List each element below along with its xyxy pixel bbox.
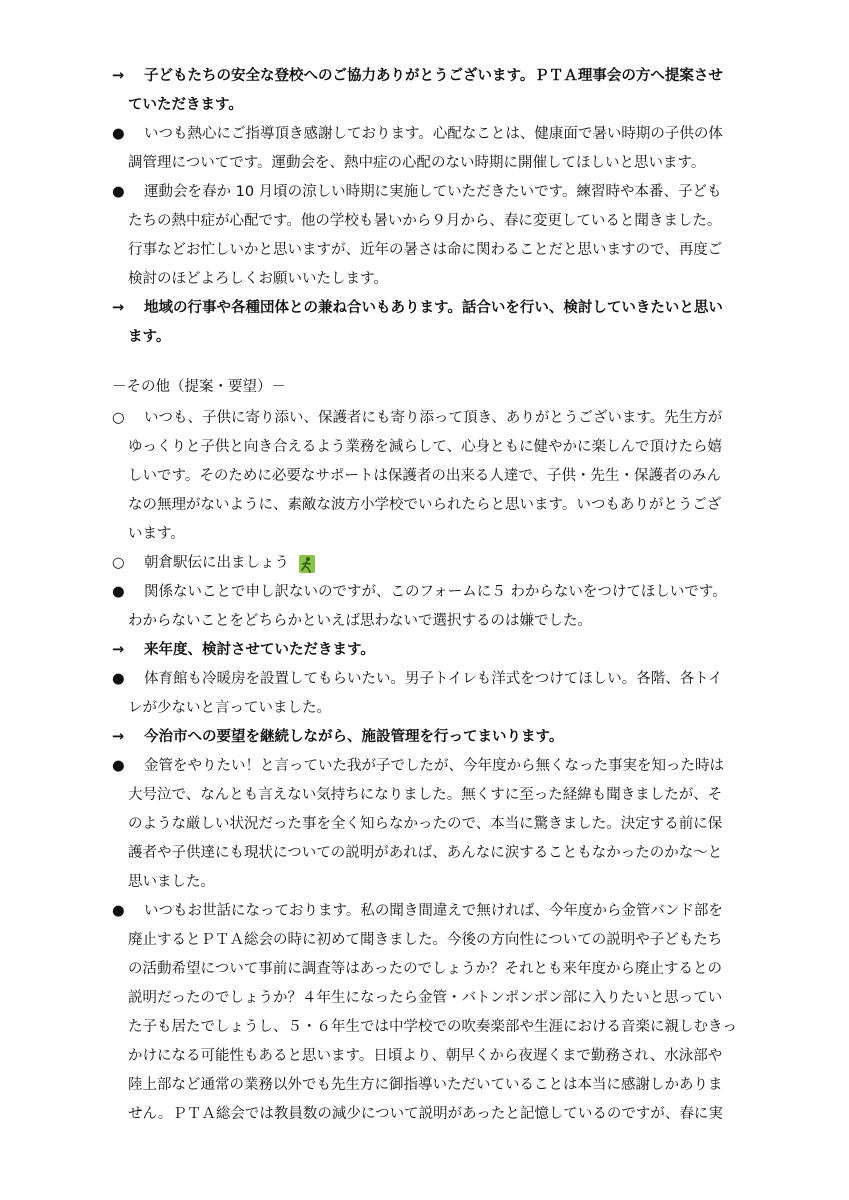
text-line: 大号泣で、なんとも言えない気持ちになりました。無くすに至った経緯も聞きましたが、そ [128,787,723,803]
section-heading: －その他（提案・要望）－ [112,379,286,395]
text-line: 体育館も冷暖房を設置してもらいたい。男子トイレも洋式をつけてほしい。各階、各トイ [144,671,723,687]
text-line: 検討のほどよろしくお願いいたします。 [128,271,388,287]
text-line: ゆっくりと子供と向き合えるよう業務を減らして、心身ともに健やかに楽しんで頂けたら嬉 [128,439,723,455]
text-line: た子も居たでしょうし、５・６年生では中学校での吹奏楽部や生涯における音楽に親しむきっ [128,1019,737,1035]
text-line: 調管理についてです。運動会を、熱中症の心配のない時期に開催してほしいと思います。 [128,155,706,171]
text-line: せん。ＰＴＡ総会では教員数の減少について説明があったと記憶しているのですが、春に実 [128,1106,723,1122]
text-line: 思いました。 [128,874,215,890]
text-line: 運動会を春か 10 月頃の涼しい時期に実施していただきたいです。練習時や本番、子ども [144,184,722,200]
text-line: 今治市への要望を継続しながら、施設管理を行ってまいります。 [144,729,564,745]
text-line: 廃止するとＰＴＡ総会の時に初めて聞きました。今後の方向性についての説明や子どもたち [128,932,723,948]
text-line: 護者や子供達にも現状についての説明があれば、あんなに涙することもなかったのかな～と [128,845,723,861]
text-line: います。 [128,526,185,542]
text-line: 金管をやりたい！と言っていた我が子でしたが、今年度から無くなった事実を知った時は [144,758,724,774]
bullet-open-marker: ○ [112,555,125,571]
arrow-reply-marker: → [112,68,125,84]
bullet-filled-marker: ● [112,584,125,600]
text-line: 子どもたちの安全な登校へのご協力ありがとうございます。ＰＴＡ理事会の方へ提案させ [144,68,723,84]
text-line: 行事などお忙しいかと思いますが、近年の暑さは命に関わることだと思いますので、再度ご [128,242,723,258]
arrow-reply-marker: → [112,642,125,658]
text-line: 関係ないことで申し訳ないのですが、このフォームに５ わからないをつけてほしいです。 [144,584,727,600]
text-line: かけになる可能性もあると思います。日頃より、朝早くから夜遅くまで勤務され、水泳部や [128,1048,723,1064]
text-line: 地域の行事や各種団体との兼ね合いもあります。話合いを行い、検討していきたいと思い [144,300,723,316]
text-line: のような厳しい状況だった事を全く知らなかったので、本当に驚きました。決定する前に保 [128,816,723,832]
text-line: ていただきます。 [128,97,243,113]
text-line: いつもお世話になっております。私の聞き間違えで無ければ、今年度から金管バンド部を [144,903,723,919]
bullet-filled-marker: ● [112,758,125,774]
bullet-filled-marker: ● [112,671,125,687]
text-line: しいです。そのために必要なサポートは保護者の出来る人達で、子供・先生・保護者のみん [128,468,722,484]
bullet-filled-marker: ● [112,126,125,142]
text-line: たちの熱中症が心配です。他の学校も暑いから９月から、春に変更していると聞きました。 [128,213,722,229]
text-line: 陸上部など通常の業務以外でも先生方に御指導いただいていることは本当に感謝しかありま [128,1077,723,1093]
text-line: 来年度、検討させていただきます。 [144,642,375,658]
running-person-icon [299,555,315,573]
text-line: レが少ないと言っていました。 [128,700,331,716]
bullet-open-marker: ○ [112,410,125,426]
text-line: いつも、子供に寄り添い、保護者にも寄り添って頂き、ありがとうございます。先生方が [144,410,723,426]
bullet-filled-marker: ● [112,903,125,919]
text-line: わからないことをどちらかといえば思わないで選択するのは嫌でした。 [128,613,592,629]
arrow-reply-marker: → [112,729,125,745]
text-line: の活動希望について事前に調査等はあったのでしょうか？それとも来年度から廃止するとの [128,961,723,977]
arrow-reply-marker: → [112,300,125,316]
text-line: 朝倉駅伝に出ましょう [144,555,289,571]
text-line: ます。 [128,329,171,345]
text-line: 説明だったのでしょうか？４年生になったら金管・バトンポンポン部に入りたいと思ってい [128,990,723,1006]
text-line: なの無理がないように、素敵な波方小学校でいられたらと思います。いつもありがとうござ [128,497,722,513]
text-line: いつも熱心にご指導頂き感謝しております。心配なことは、健康面で暑い時期の子供の体 [144,126,723,142]
bullet-filled-marker: ● [112,184,125,200]
